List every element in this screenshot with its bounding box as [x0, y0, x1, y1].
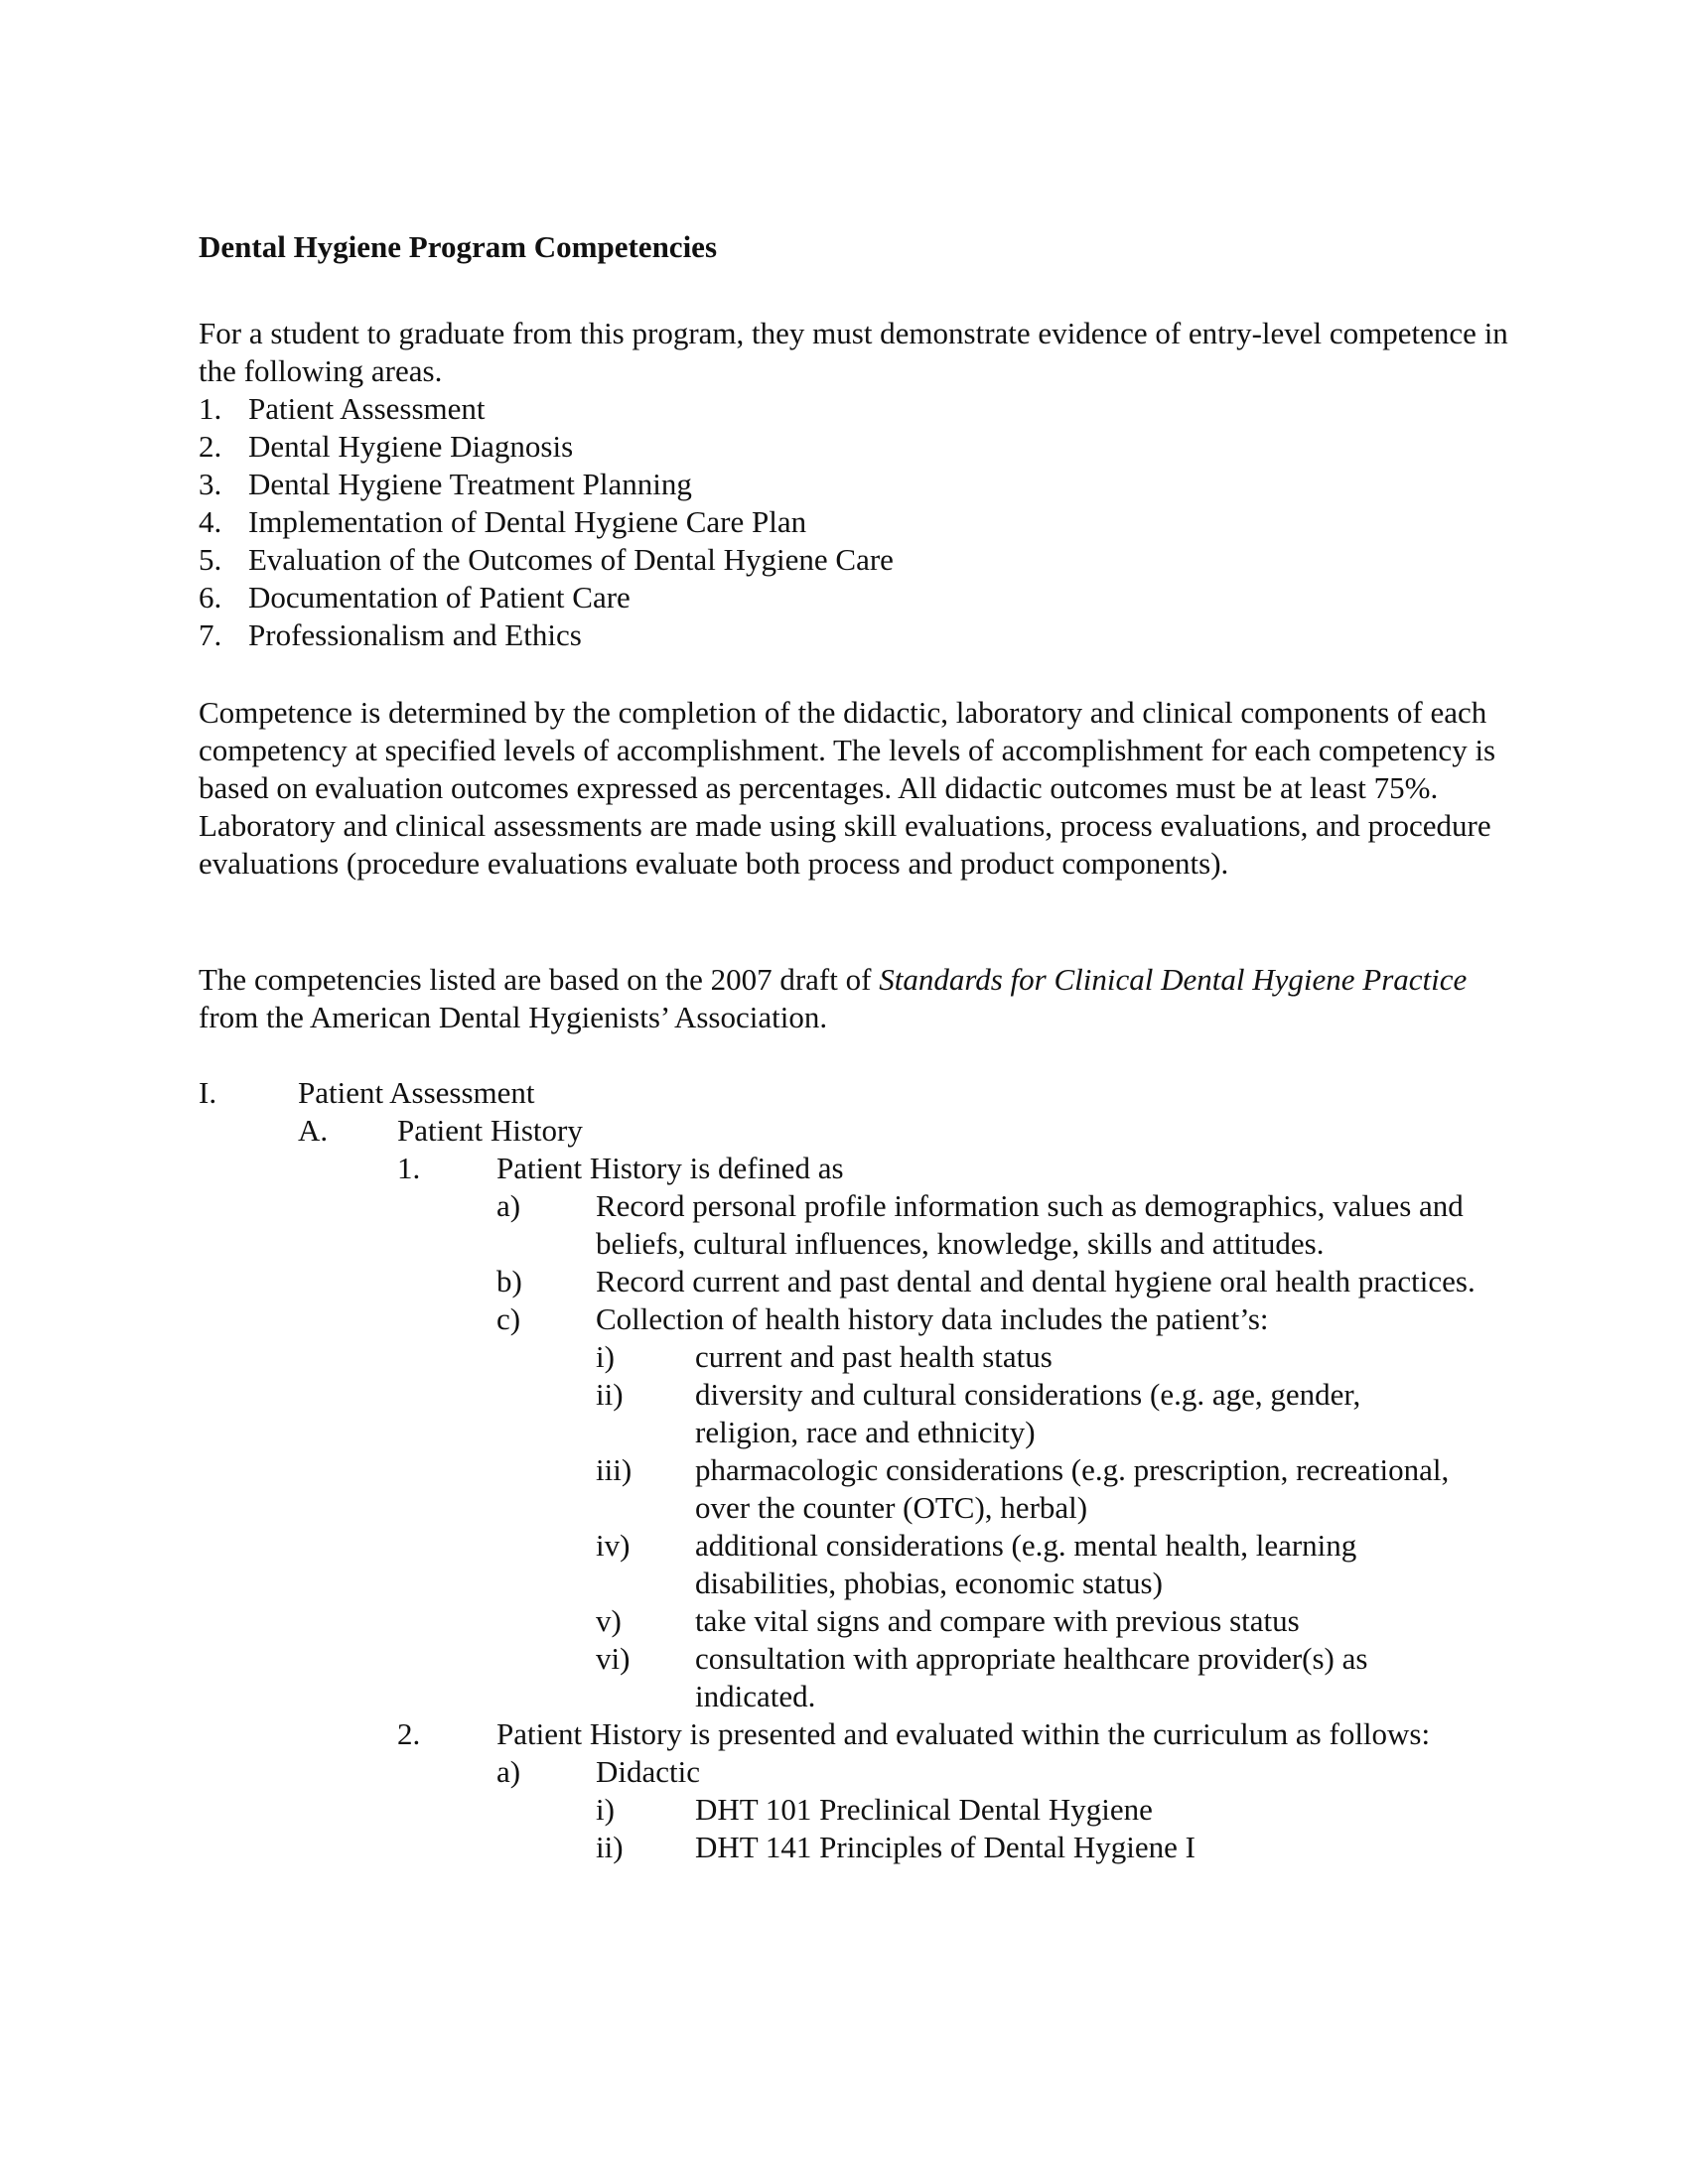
outline-text: pharmacologic considerations (e.g. prescription, recreational, over the counter (OTC), herbal): [695, 1452, 1450, 1525]
outline-text: Patient History is defined as: [496, 1151, 844, 1185]
outline-item: [596, 1791, 1509, 1829]
outline-marker: I.: [199, 1075, 217, 1110]
outline-subsection: [298, 1112, 1509, 1150]
outline-marker: c): [496, 1301, 521, 1336]
outline-marker: a): [496, 1188, 521, 1223]
outline-text: DHT 141 Principles of Dental Hygiene I: [695, 1830, 1196, 1864]
standards-paragraph: [199, 961, 1509, 1036]
outline-text: Patient History is presented and evaluated within the curriculum as follows:: [496, 1716, 1431, 1751]
outline-text: consultation with appropriate healthcare provider(s) as indicated.: [695, 1641, 1368, 1713]
outline-marker: i): [596, 1792, 615, 1827]
outline-text: DHT 101 Preclinical Dental Hygiene: [695, 1792, 1153, 1827]
list-item: [199, 428, 894, 466]
outline-marker: 1.: [397, 1151, 421, 1185]
list-label: Dental Hygiene Diagnosis: [248, 429, 574, 464]
outline-marker: iv): [596, 1528, 631, 1563]
outline-text: Record current and past dental and dental hygiene oral health practices.: [596, 1264, 1476, 1298]
outline-marker: iii): [596, 1452, 633, 1487]
list-label: Evaluation of the Outcomes of Dental Hygiene Care: [248, 542, 894, 577]
outline-text: Patient Assessment: [298, 1075, 535, 1110]
list-item: [199, 579, 894, 616]
outline-text: take vital signs and compare with previous status: [695, 1603, 1300, 1638]
outline-marker: ii): [596, 1377, 624, 1412]
outline-text: Record personal profile information such as demographics, values and beliefs, cultural influences, knowledge, skills and attitudes.: [596, 1188, 1464, 1261]
outline-item: [596, 1602, 1509, 1640]
outline-text: additional considerations (e.g. mental health, learning disabilities, phobias, economic status): [695, 1528, 1357, 1600]
outline-text: Didactic: [596, 1754, 701, 1789]
list-label: Patient Assessment: [248, 391, 486, 426]
list-label: Professionalism and Ethics: [248, 617, 582, 652]
document-title: Dental Hygiene Program Competencies: [199, 229, 718, 264]
outline-item: [496, 1187, 1509, 1263]
list-number: 7.: [199, 617, 222, 652]
outline-item: [596, 1376, 1509, 1451]
outline-item: [397, 1715, 1509, 1753]
outline-item: [496, 1263, 1509, 1300]
competency-outline: [199, 1074, 1509, 1866]
competence-paragraph: Competence is determined by the completion of the didactic, laboratory and clinical components of each competency at specified levels of accomplishment. The levels of accomplishment for each competency is based on evaluation outcomes expressed as percentages. All didactic outcomes must be at least 75%. Laboratory and clinical assessments are made using skill evaluations, process evaluations, and procedure evaluations (procedure evaluations evaluate both process and product components).: [199, 695, 1496, 881]
outline-item: [496, 1300, 1509, 1338]
outline-marker: i): [596, 1339, 615, 1374]
list-number: 6.: [199, 580, 222, 614]
list-label: Dental Hygiene Treatment Planning: [248, 467, 692, 501]
outline-marker: vi): [596, 1641, 631, 1676]
list-item: [199, 616, 894, 654]
outline-item: [496, 1753, 1509, 1791]
list-item: [199, 390, 894, 428]
list-number: 3.: [199, 467, 222, 501]
list-number: 2.: [199, 429, 222, 464]
standards-text-before: The competencies listed are based on the 2007 draft of: [199, 962, 880, 997]
outline-item: [596, 1338, 1509, 1376]
outline-section: [199, 1074, 1509, 1112]
outline-text: diversity and cultural considerations (e.g. age, gender, religion, race and ethnicity): [695, 1377, 1361, 1449]
list-item: [199, 466, 894, 503]
list-label: Implementation of Dental Hygiene Care Plan: [248, 504, 807, 539]
list-number: 4.: [199, 504, 222, 539]
list-item: [199, 503, 894, 541]
outline-item: [596, 1451, 1509, 1527]
outline-item: [397, 1150, 1509, 1187]
list-label: Documentation of Patient Care: [248, 580, 631, 614]
outline-marker: A.: [298, 1113, 329, 1148]
outline-text: Collection of health history data includes the patient’s:: [596, 1301, 1269, 1336]
outline-marker: b): [496, 1264, 522, 1298]
outline-marker: a): [496, 1754, 521, 1789]
outline-text: current and past health status: [695, 1339, 1053, 1374]
competency-list: [199, 390, 894, 654]
standards-title: Standards for Clinical Dental Hygiene Practice: [879, 962, 1468, 997]
outline-marker: 2.: [397, 1716, 421, 1751]
outline-item: [596, 1640, 1509, 1715]
list-number: 1.: [199, 391, 222, 426]
intro-paragraph: For a student to graduate from this program, they must demonstrate evidence of entry-level competence in the following areas.: [199, 316, 1508, 388]
outline-marker: ii): [596, 1830, 624, 1864]
outline-marker: v): [596, 1603, 622, 1638]
outline-text: Patient History: [397, 1113, 583, 1148]
outline-item: [596, 1829, 1509, 1866]
outline-item: [596, 1527, 1509, 1602]
standards-text-after: from the American Dental Hygienists’ Association.: [199, 1000, 828, 1034]
list-number: 5.: [199, 542, 222, 577]
list-item: [199, 541, 894, 579]
